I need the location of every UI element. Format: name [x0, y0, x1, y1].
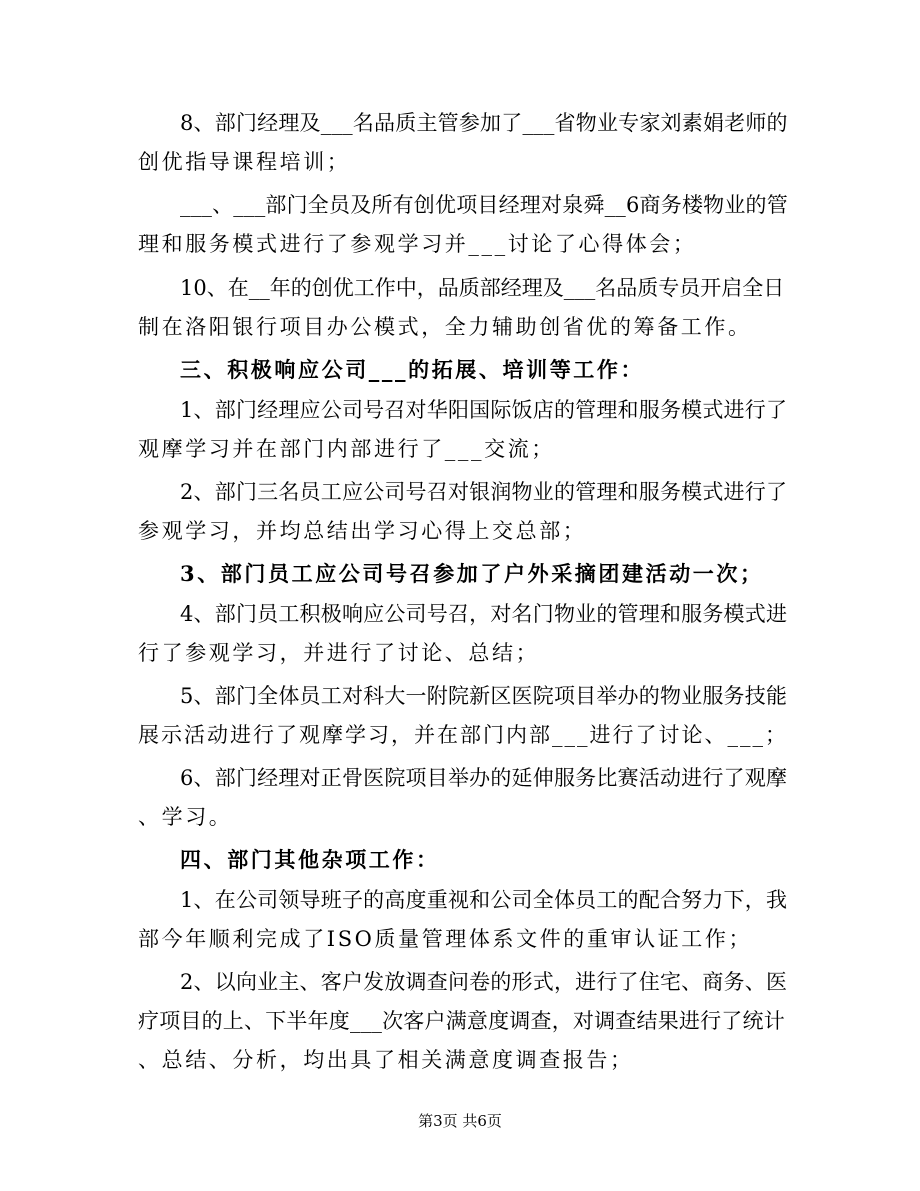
paragraph-line: 制在洛阳银行项目办公模式，全力辅助创省优的筹备工作。 [138, 315, 752, 339]
paragraph-line: 疗项目的上、下半年度___次客户满意度调查，对调查结果进行了统计 [138, 1009, 785, 1033]
paragraph-line: 1、在公司领导班子的高度重视和公司全体员工的配合努力下，我 [180, 888, 788, 912]
paragraph-line: 部今年顺利完成了ISO质量管理体系文件的重审认证工作； [138, 927, 753, 951]
paragraph-line: 、学习。 [138, 805, 233, 829]
bold-paragraph-line: 3、部门员工应公司号召参加了户外采摘团建活动一次； [180, 561, 764, 586]
paragraph-line: 展示活动进行了观摩学习，并在部门内部___进行了讨论、___； [138, 723, 788, 747]
paragraph-line: 6、部门经理对正骨医院项目举办的延伸服务比赛活动进行了观摩 [180, 766, 788, 790]
paragraph-line: ___、___部门全员及所有创优项目经理对泉舜__6商务楼物业的管 [180, 193, 788, 217]
paragraph-line: 创优指导课程培训； [138, 150, 351, 174]
page-footer: 第3页 共6页 [418, 1112, 502, 1130]
paragraph-line: 观摩学习并在部门内部进行了___交流； [138, 437, 555, 461]
paragraph-line: 理和服务模式进行了参观学习并___讨论了心得体会； [138, 232, 697, 256]
paragraph-line: 行了参观学习，并进行了讨论、总结； [138, 641, 540, 665]
paragraph-line: 5、部门全体员工对科大一附院新区医院项目举办的物业服务技能 [180, 684, 788, 708]
paragraph-line: 4、部门员工积极响应公司号召，对名门物业的管理和服务模式进 [180, 602, 788, 626]
paragraph-line: 10、在__年的创优工作中，品质部经理及___名品质专员开启全日 [180, 276, 785, 300]
paragraph-line: 2、以向业主、客户发放调查问卷的形式，进行了住宅、商务、医 [180, 970, 788, 994]
paragraph-line: 、总结、分析，均出具了相关满意度调查报告； [138, 1048, 634, 1072]
paragraph-line: 参观学习，并均总结出学习心得上交总部； [138, 519, 587, 543]
paragraph-line: 8、部门经理及___名品质主管参加了___省物业专家刘素娟老师的 [180, 111, 788, 135]
paragraph-line: 1、部门经理应公司号召对华阳国际饭店的管理和服务模式进行了 [180, 398, 788, 422]
paragraph-line: 2、部门三名员工应公司号召对银润物业的管理和服务模式进行了 [180, 480, 788, 504]
section-heading: 四、部门其他杂项工作： [180, 847, 440, 872]
section-heading: 三、积极响应公司___的拓展、培训等工作： [180, 357, 645, 382]
